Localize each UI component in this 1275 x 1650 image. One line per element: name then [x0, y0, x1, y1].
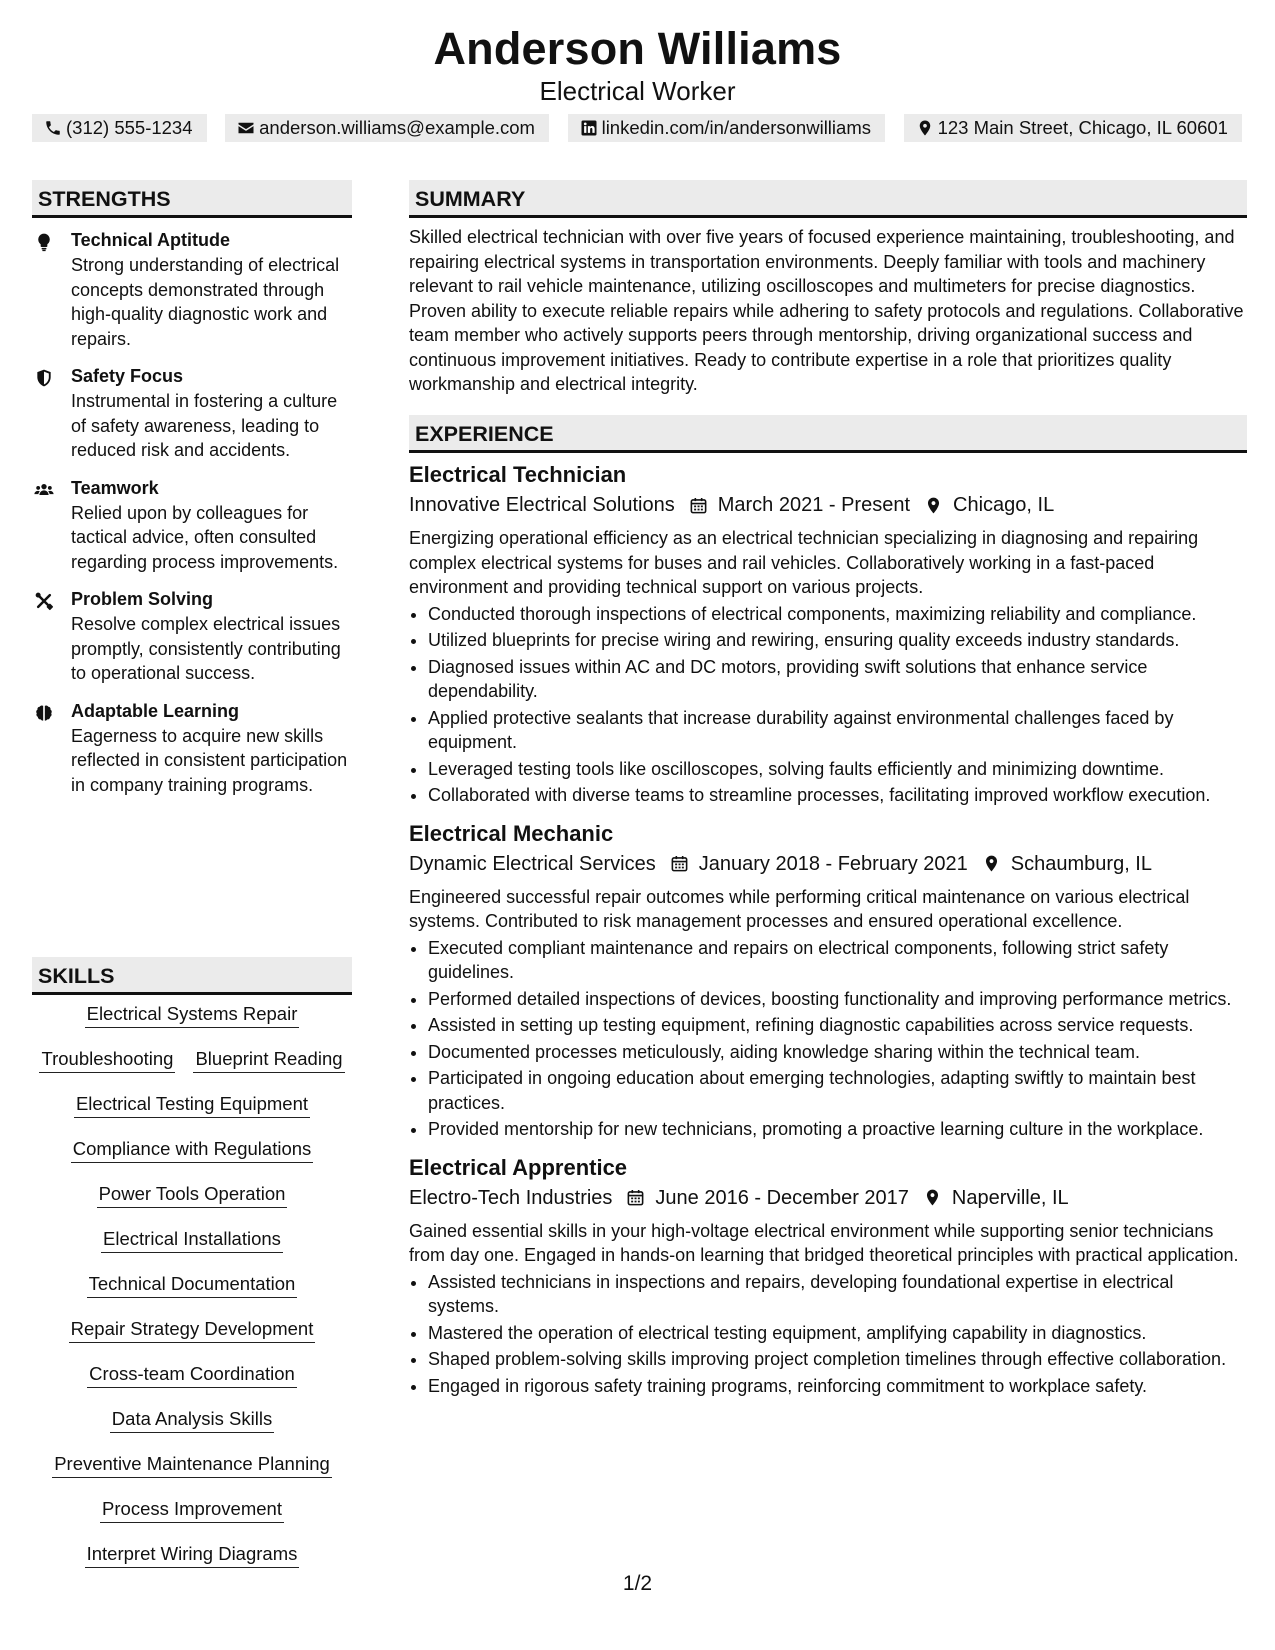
- skill-tag: Blueprint Reading: [193, 1047, 344, 1073]
- job-company: Dynamic Electrical Services: [409, 852, 656, 875]
- job-title: Electrical Worker: [539, 76, 736, 106]
- shield-icon: [34, 368, 54, 388]
- job-bullet: • Documented processes meticulously, aiding knowledge sharing within the technical team.: [428, 1040, 1247, 1065]
- job-bullet: • Conducted thorough inspections of electrical components, maximizing reliability and compliance.: [428, 602, 1247, 627]
- job-location: Chicago, IL: [953, 494, 1055, 516]
- tools-icon: [34, 591, 54, 611]
- job-bullet: • Assisted in setting up testing equipment, refining diagnostic capabilities across service requests.: [428, 1013, 1247, 1038]
- candidate-name: Anderson Williams: [433, 23, 842, 74]
- job-company: Innovative Electrical Solutions: [409, 494, 675, 516]
- map-pin-icon: [916, 119, 934, 137]
- job-location: Naperville, IL: [951, 1186, 1069, 1209]
- skill-tag: Repair Strategy Development: [69, 1317, 316, 1343]
- skill-tag: Electrical Systems Repair: [85, 1002, 300, 1028]
- users-icon: [34, 480, 54, 500]
- experience-list: [409, 461, 1247, 1410]
- strength-title: Teamwork: [71, 477, 159, 498]
- job-location: Schaumburg, IL: [1010, 852, 1152, 875]
- skill-tag: Cross-team Coordination: [87, 1362, 297, 1388]
- contact-bar: [32, 114, 1242, 142]
- strength-desc: Resolve complex electrical issues promptly, consistently contributing to operational success.: [71, 614, 341, 683]
- strength-item: [32, 587, 352, 686]
- strengths-list: [32, 228, 352, 810]
- lightbulb-icon: [34, 232, 54, 252]
- job-bullets: [409, 602, 1247, 808]
- job-bullets: [409, 1270, 1247, 1399]
- job-description: Energizing operational efficiency as an electrical technician specializing in diagnosing and repairing complex electrical systems for buses and rail vehicles. Collaboratively working in a fast-paced environment and providing technical support on various projects.: [409, 528, 1199, 597]
- job-meta: [409, 490, 1247, 520]
- calendar-icon: [670, 854, 689, 873]
- job-bullet: • Shaped problem-solving skills improving project completion timelines through effective collaboration.: [428, 1347, 1247, 1372]
- job-entry: [409, 1154, 1247, 1399]
- skill-tag: Compliance with Regulations: [71, 1137, 314, 1163]
- skill-tag: Interpret Wiring Diagrams: [85, 1542, 300, 1568]
- resume-header: [0, 22, 1275, 106]
- strength-desc: Eagerness to acquire new skills reflected in consistent participation in company training programs.: [71, 725, 348, 795]
- strength-desc: Strong understanding of electrical concepts demonstrated through high-quality diagnostic work and repairs.: [71, 255, 340, 349]
- map-pin-icon: [923, 1188, 942, 1207]
- strength-title: Technical Aptitude: [71, 230, 231, 250]
- job-bullet: • Mastered the operation of electrical testing equipment, amplifying capability in diagnostics.: [428, 1321, 1247, 1346]
- linkedin-icon: [580, 119, 598, 137]
- job-bullet: • Diagnosed issues within AC and DC motors, providing swift solutions that enhance service dependability.: [428, 655, 1247, 704]
- skill-tag: Electrical Testing Equipment: [74, 1092, 310, 1118]
- summary-text: Skilled electrical technician with over five years of focused experience maintaining, troubleshooting, and repairing electrical systems in transportation environments. Deeply familiar with tools and machinery relevant to rail vehicle maintenance, utilizing oscilloscopes and multimeters for precise diagnostics. Proven ability to execute reliable repairs while adhering to safety protocols and regulations. Collaborative team member who actively supports peers through mentorship, driving organizational success and continuous improvement initiatives. Ready to contribute expertise in a role that prioritizes quality workmanship and electrical integrity.: [409, 227, 1244, 394]
- phone-text: (312) 555-1234: [66, 117, 193, 138]
- job-bullet: • Collaborated with diverse teams to streamline processes, facilitating improved workflow execution.: [428, 783, 1247, 808]
- skill-tag: Preventive Maintenance Planning: [52, 1452, 332, 1478]
- job-dates: June 2016 - December 2017: [655, 1186, 909, 1209]
- strength-item: [32, 699, 352, 798]
- job-role: Electrical Apprentice: [409, 1154, 628, 1180]
- job-entry: [409, 820, 1247, 1142]
- linkedin-text: linkedin.com/in/andersonwilliams: [601, 117, 871, 138]
- job-dates: January 2018 - February 2021: [698, 852, 968, 875]
- strength-item: [32, 364, 352, 463]
- skill-tag: Process Improvement: [100, 1497, 284, 1523]
- address-text: 123 Main Street, Chicago, IL 60601: [937, 117, 1228, 138]
- contact-linkedin[interactable]: [568, 114, 885, 142]
- job-bullet: • Assisted technicians in inspections and repairs, developing foundational expertise in electrical systems.: [428, 1270, 1247, 1319]
- job-bullet: • Executed compliant maintenance and repairs on electrical components, following strict safety guidelines.: [428, 936, 1247, 985]
- strength-item: [32, 228, 352, 351]
- job-bullet: • Leveraged testing tools like oscilloscopes, solving faults efficiently and minimizing downtime.: [428, 757, 1247, 782]
- brain-icon: [34, 703, 54, 723]
- contact-email[interactable]: [225, 114, 549, 142]
- job-bullet: • Performed detailed inspections of devices, boosting functionality and improving performance metrics.: [428, 987, 1247, 1012]
- strength-title: Adaptable Learning: [71, 700, 240, 721]
- job-description: Engineered successful repair outcomes while performing critical maintenance on various electrical systems. Contributed to risk management processes and ensured operational excellence.: [409, 886, 1190, 931]
- experience-heading: EXPERIENCE: [409, 415, 1247, 453]
- phone-icon: [44, 119, 62, 137]
- job-meta: [409, 849, 1247, 879]
- job-bullet: • Utilized blueprints for precise wiring and rewiring, ensuring quality exceeds industry standards.: [428, 628, 1247, 653]
- map-pin-icon: [924, 496, 943, 515]
- email-text: anderson.williams@example.com: [259, 117, 535, 138]
- job-bullet: • Applied protective sealants that increase durability against environmental challenges faced by equipment.: [428, 706, 1247, 755]
- strength-item: [32, 476, 352, 575]
- strength-title: Problem Solving: [71, 589, 214, 609]
- job-description: Gained essential skills in your high-voltage electrical environment while supporting senior technicians from day one. Engaged in hands-on learning that bridged theoretical principles with practical application.: [409, 1220, 1239, 1265]
- map-pin-icon: [982, 854, 1001, 873]
- contact-address: [904, 114, 1242, 142]
- summary-heading: SUMMARY: [409, 180, 1247, 218]
- strength-title: Safety Focus: [71, 366, 184, 386]
- job-bullets: [409, 936, 1247, 1142]
- skill-tag: Electrical Installations: [101, 1227, 283, 1253]
- job-company: Electro-Tech Industries: [409, 1186, 613, 1209]
- envelope-icon: [237, 119, 255, 137]
- calendar-icon: [689, 496, 708, 515]
- skill-tag: Technical Documentation: [87, 1272, 298, 1298]
- skill-tag: Data Analysis Skills: [110, 1407, 274, 1433]
- job-meta: [409, 1183, 1247, 1213]
- contact-phone[interactable]: [32, 114, 207, 142]
- skill-tag: Power Tools Operation: [97, 1182, 288, 1208]
- job-bullet: • Provided mentorship for new technicians, promoting a proactive learning culture in the workplace.: [428, 1117, 1247, 1142]
- page-number: 1/2: [622, 1572, 653, 1595]
- calendar-icon: [626, 1188, 645, 1207]
- strengths-heading: STRENGTHS: [32, 180, 352, 218]
- skills-heading: SKILLS: [32, 957, 352, 995]
- skills-list: [32, 1002, 352, 1587]
- job-role: Electrical Technician: [409, 462, 627, 487]
- job-role: Electrical Mechanic: [409, 820, 614, 846]
- strength-desc: Instrumental in fostering a culture of safety awareness, leading to reduced risk and accidents.: [71, 391, 338, 460]
- job-bullet: • Participated in ongoing education about emerging technologies, adapting swiftly to maintain best practices.: [428, 1066, 1247, 1115]
- job-entry: [409, 461, 1247, 808]
- job-bullet: • Engaged in rigorous safety training programs, reinforcing commitment to workplace safety.: [428, 1374, 1247, 1399]
- job-dates: March 2021 - Present: [717, 494, 911, 516]
- skill-tag: Troubleshooting: [39, 1047, 175, 1073]
- strength-desc: Relied upon by colleagues for tactical advice, often consulted regarding process improvements.: [71, 502, 339, 572]
